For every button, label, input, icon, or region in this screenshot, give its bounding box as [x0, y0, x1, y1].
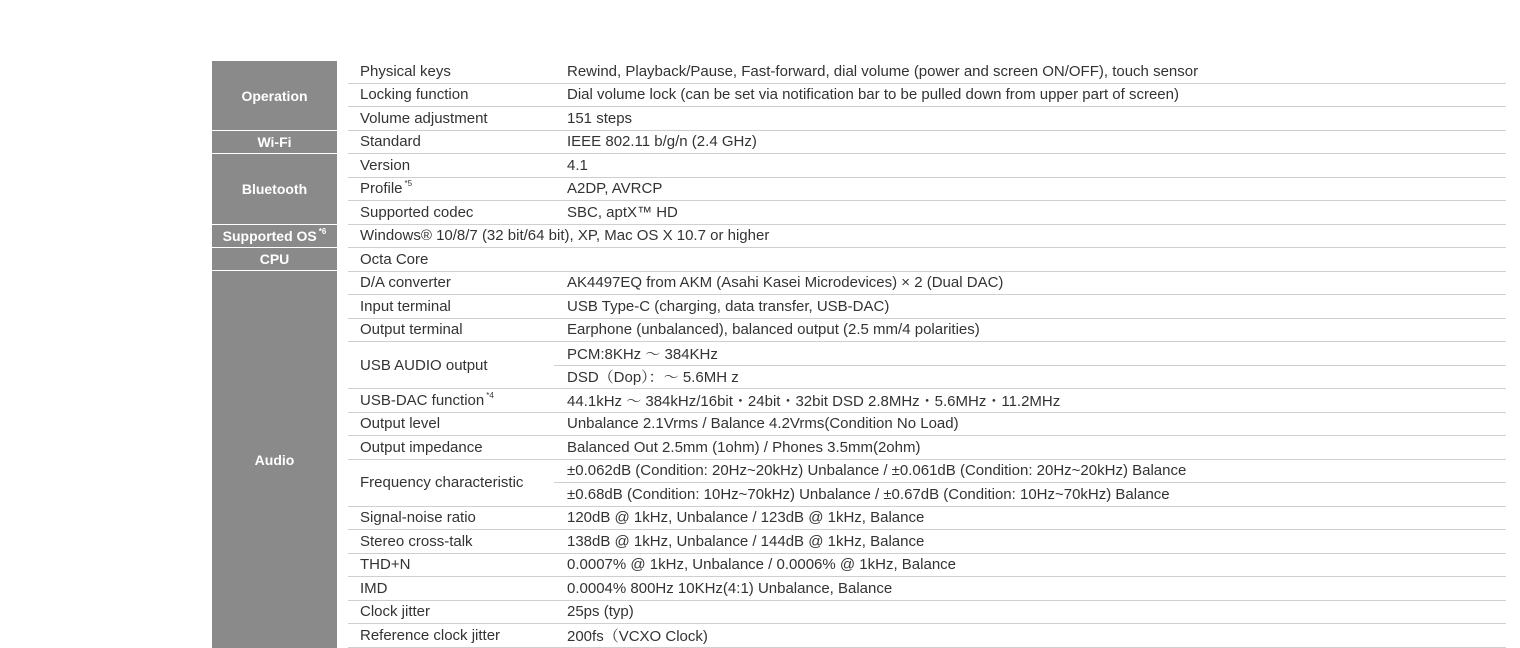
spec-value: IEEE 802.11 b/g/n (2.4 GHz)	[567, 133, 757, 151]
spec-value: Windows® 10/8/7 (32 bit/64 bit), XP, Mac OS X 10.7 or higher	[360, 227, 770, 245]
spec-label: THD+N	[360, 556, 411, 574]
footnote-marker: *6	[318, 226, 327, 236]
spec-row-clock-jitter	[348, 601, 1506, 625]
spec-row-physical-keys	[348, 60, 1506, 84]
category-operation	[212, 61, 337, 131]
spec-label: Input terminal	[360, 297, 451, 315]
spec-label: Output terminal	[360, 321, 463, 339]
spec-row-volume-adjustment	[348, 107, 1506, 131]
spec-label: Output impedance	[360, 438, 483, 456]
spec-row-bt-version	[348, 154, 1506, 178]
spec-value: ±0.062dB (Condition: 20Hz~20kHz) Unbalance / ±0.061dB (Condition: 20Hz~20kHz) Balance	[567, 462, 1187, 480]
spec-subrow-usb-audio-pcm	[554, 342, 1506, 366]
spec-label: Signal-noise ratio	[360, 509, 476, 527]
spec-value: 120dB @ 1kHz, Unbalance / 123dB @ 1kHz, Balance	[567, 509, 925, 527]
spec-value: 0.0007% @ 1kHz, Unbalance / 0.0006% @ 1kHz, Balance	[567, 556, 957, 574]
spec-label: Stereo cross-talk	[360, 532, 473, 550]
spec-value: Dial volume lock (can be set via notification bar to be pulled down from upper part of screen)	[567, 86, 1179, 104]
spec-label: Locking function	[360, 86, 469, 104]
spec-value: A2DP, AVRCP	[567, 180, 663, 198]
spec-value: Rewind, Playback/Pause, Fast-forward, dial volume (power and screen ON/OFF), touch sensor	[567, 62, 1199, 80]
category-label: Audio	[254, 451, 295, 468]
spec-label-text: USB-DAC function	[360, 391, 485, 409]
category-label: CPU	[259, 251, 290, 267]
spec-row-reference-clock-jitter	[348, 624, 1506, 648]
spec-row-crosstalk	[348, 530, 1506, 554]
spec-row-dac	[348, 272, 1506, 296]
spec-label-text: Profile	[360, 180, 403, 198]
spec-value: 25ps (typ)	[567, 603, 634, 621]
spec-row-snr	[348, 507, 1506, 531]
category-label: Operation	[241, 87, 308, 104]
spec-row-bt-profile	[348, 178, 1506, 202]
category-bluetooth	[212, 154, 337, 225]
spec-row-output-terminal	[348, 319, 1506, 343]
category-label: Supported OS	[222, 228, 317, 244]
spec-value: 138dB @ 1kHz, Unbalance / 144dB @ 1kHz, Balance	[567, 532, 925, 550]
spec-subrow-frequency-1	[554, 460, 1506, 484]
spec-label: Clock jitter	[360, 603, 431, 621]
category-label: Wi-Fi	[257, 134, 292, 150]
spec-row-supported-os	[348, 225, 1506, 249]
spec-label-usb-audio: USB AUDIO output	[348, 342, 554, 389]
spec-value: ±0.68dB (Condition: 10Hz~70kHz) Unbalance / ±0.67dB (Condition: 10Hz~70kHz) Balance	[567, 485, 1170, 503]
spec-row-bt-codec	[348, 201, 1506, 225]
spec-label: Reference clock jitter	[360, 626, 501, 644]
spec-value: 200fs（VCXO Clock)	[567, 627, 708, 645]
spec-value: 151 steps	[567, 109, 633, 127]
spec-label: Version	[360, 156, 411, 174]
spec-row-locking-function	[348, 84, 1506, 108]
spec-value: DSD（Dop）：～ 5.6MH z	[567, 369, 739, 387]
spec-row-input-terminal	[348, 295, 1506, 319]
spec-value: USB Type-C (charging, data transfer, USB-DAC)	[567, 297, 890, 315]
spec-label: Physical keys	[360, 62, 451, 80]
footnote-marker: *5	[404, 179, 413, 189]
category-audio	[212, 271, 337, 648]
spec-label-frequency: Frequency characteristic	[348, 460, 554, 507]
spec-value: AK4497EQ from AKM (Asahi Kasei Microdevices) × 2 (Dual DAC)	[567, 274, 1004, 292]
category-wifi	[212, 131, 337, 154]
spec-label: D/A converter	[360, 274, 451, 292]
spec-row-output-level	[348, 413, 1506, 437]
spec-value: Unbalance 2.1Vrms / Balance 4.2Vrms(Condition No Load)	[567, 415, 959, 433]
spec-subrow-frequency-2	[554, 483, 1506, 507]
spec-value: 4.1	[567, 156, 588, 174]
spec-value: PCM:8KHz ～ 384KHz	[567, 345, 718, 363]
spec-value: Octa Core	[360, 250, 429, 268]
spec-row-wifi-standard	[348, 131, 1506, 155]
spec-value: SBC, aptX™ HD	[567, 203, 678, 221]
category-supported-os	[212, 225, 337, 248]
spec-row-imd	[348, 577, 1506, 601]
spec-row-usb-dac	[348, 389, 1506, 413]
spec-label	[360, 389, 494, 412]
footnote-marker: *4	[486, 390, 494, 400]
spec-row-output-impedance	[348, 436, 1506, 460]
spec-label: Volume adjustment	[360, 109, 488, 127]
spec-row-thd	[348, 554, 1506, 578]
category-cpu	[212, 248, 337, 271]
spec-label: Output level	[360, 415, 441, 433]
spec-row-cpu	[348, 248, 1506, 272]
spec-subrow-usb-audio-dsd	[554, 366, 1506, 390]
spec-value: Balanced Out 2.5mm (1ohm) / Phones 3.5mm(2ohm)	[567, 438, 921, 456]
category-label: Bluetooth	[241, 181, 308, 197]
spec-value: 0.0004% 800Hz 10KHz(4:1) Unbalance, Balance	[567, 579, 893, 597]
spec-label	[360, 178, 412, 201]
spec-value: 44.1kHz ～ 384kHz/16bit・24bit・32bit DSD 2.8MHz・5.6MHz・11.2MHz	[567, 392, 1061, 410]
spec-label: Supported codec	[360, 203, 474, 221]
spec-label: IMD	[360, 579, 388, 597]
spec-value: Earphone (unbalanced), balanced output (2.5 mm/4 polarities)	[567, 321, 980, 339]
spec-label: Standard	[360, 133, 421, 151]
